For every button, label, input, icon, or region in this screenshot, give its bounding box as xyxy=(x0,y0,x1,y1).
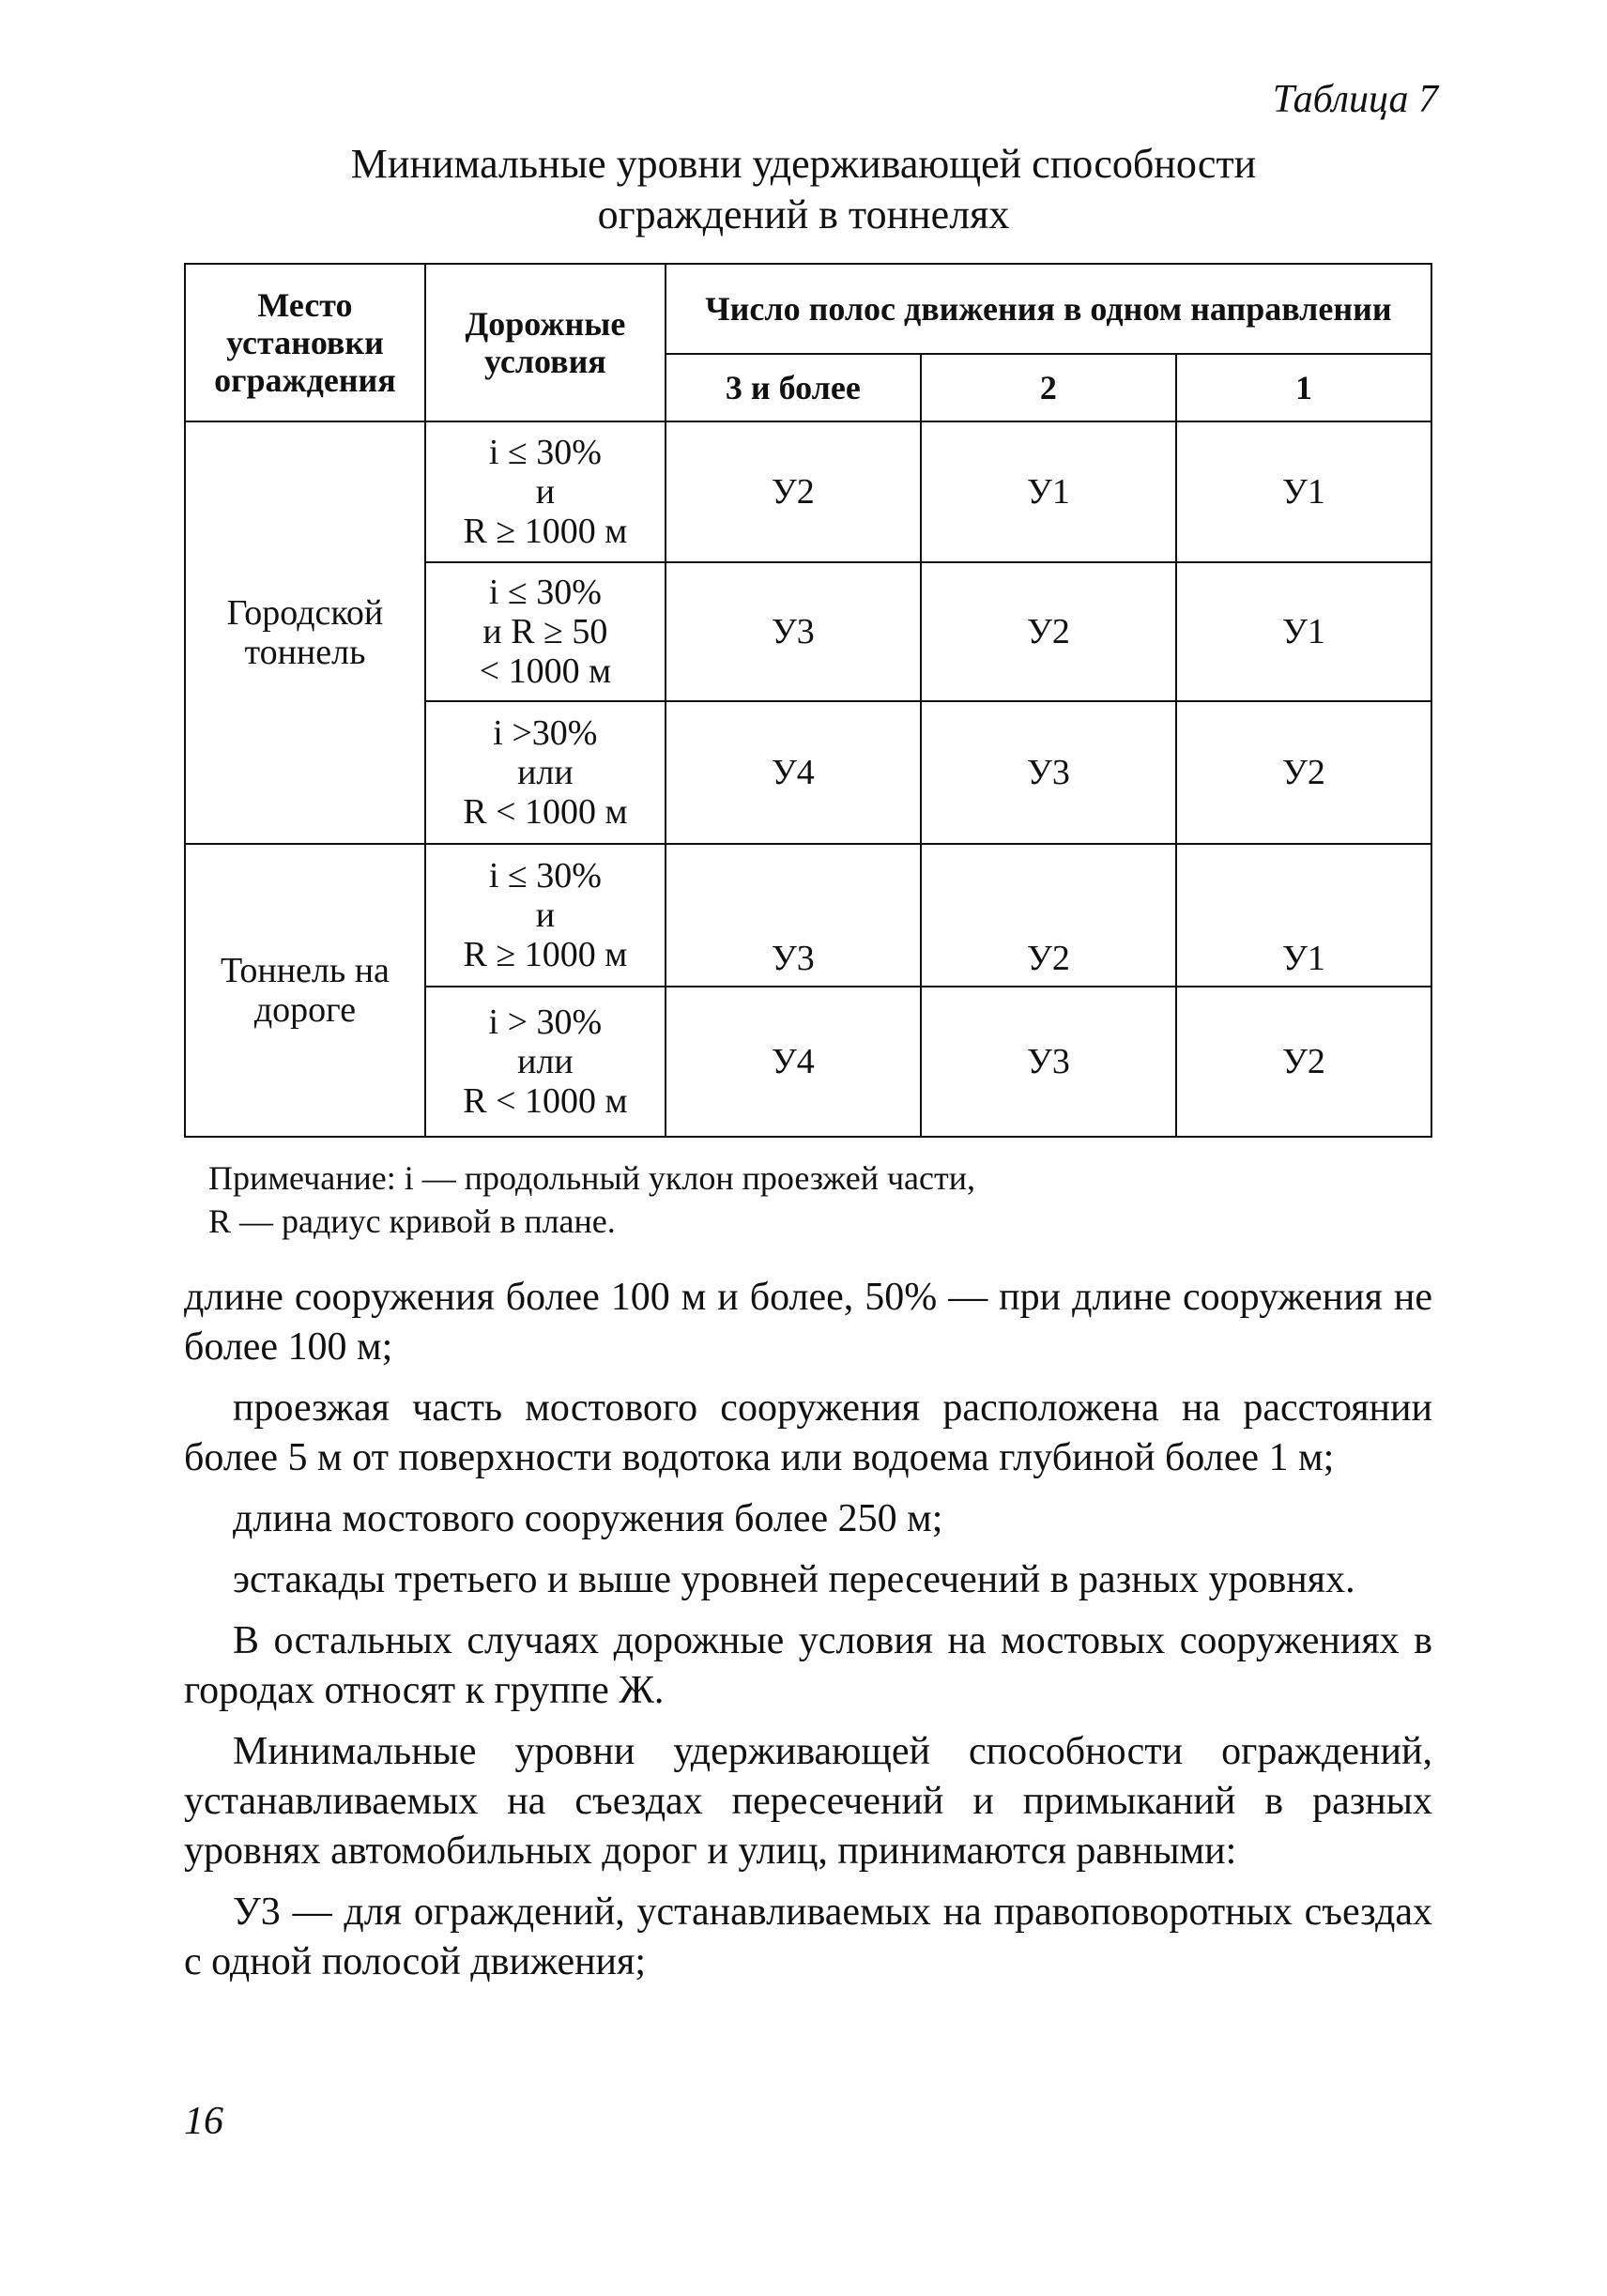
header-row-1 xyxy=(185,264,1431,354)
conditions-cell: i > 30% или R < 1000 м xyxy=(425,987,666,1137)
header-lanes-2: 2 xyxy=(921,354,1176,421)
paragraph: длина мостового сооружения более 250 м; xyxy=(233,1497,943,1540)
value-cell: У4 xyxy=(666,701,921,844)
table-row xyxy=(185,421,1431,562)
value-cell: У3 xyxy=(666,844,921,987)
table-label: Таблица 7 xyxy=(1272,78,1438,121)
header-lanes: Число полос движения в одном направлении xyxy=(666,264,1431,354)
paragraph: Минимальные уровни удерживающей способности ограждений, устанавливаемых на съездах пересечений и примыканий в разных уровнях автомобильных дорог и улиц, принимаются равными: xyxy=(184,1730,1432,1873)
paragraph: эстакады третьего и выше уровней пересечений в разных уровнях. xyxy=(233,1558,1355,1601)
paragraph: длине сооружения более 100 м и более, 50% — при длине сооружения не более 100 м; xyxy=(184,1276,1432,1369)
note-line-2: R — радиус кривой в плане. xyxy=(208,1202,616,1240)
value-cell: У2 xyxy=(921,844,1176,987)
paragraph: проезжая часть мостового сооружения расположена на расстоянии более 5 м от поверхности водотока или водоема глубиной более 1 м; xyxy=(184,1386,1432,1479)
table-note xyxy=(208,1156,975,1243)
value-cell: У3 xyxy=(921,701,1176,844)
value-cell: У2 xyxy=(666,421,921,562)
tunnel-barrier-table xyxy=(184,263,1432,1138)
value-cell: У2 xyxy=(1176,701,1431,844)
page-number: 16 xyxy=(184,2100,223,2143)
value-cell: У2 xyxy=(1176,987,1431,1137)
conditions-cell: i ≤ 30% и R ≥ 50 < 1000 м xyxy=(425,562,666,701)
value-cell: У3 xyxy=(666,562,921,701)
table-title-line-1: Минимальные уровни удерживающей способности xyxy=(350,141,1257,187)
place-cell-city-tunnel: Городской тоннель xyxy=(185,421,425,844)
value-cell: У1 xyxy=(921,421,1176,562)
value-cell: У3 xyxy=(921,987,1176,1137)
body-text xyxy=(184,1273,1432,1998)
table-title-line-2: ограждений в тоннелях xyxy=(597,191,1010,237)
conditions-cell: i >30% или R < 1000 м xyxy=(425,701,666,844)
value-cell: У1 xyxy=(1176,844,1431,987)
paragraph: В остальных случаях дорожные условия на мостовых сооружениях в городах относят к группе Ж. xyxy=(184,1619,1432,1712)
value-cell: У1 xyxy=(1176,562,1431,701)
value-cell: У4 xyxy=(666,987,921,1137)
header-conditions: Дорожные условия xyxy=(425,264,666,421)
header-place: Место установки ограждения xyxy=(185,264,425,421)
value-cell: У1 xyxy=(1176,421,1431,562)
header-lanes-1: 1 xyxy=(1176,354,1431,421)
value-cell: У2 xyxy=(921,562,1176,701)
table-title xyxy=(0,139,1607,240)
header-lanes-3plus: 3 и более xyxy=(666,354,921,421)
place-cell-road-tunnel: Тоннель на дороге xyxy=(185,844,425,1137)
paragraph: У3 — для ограждений, устанавливаемых на правоповоротных съездах с одной полосой движения; xyxy=(184,1890,1432,1983)
table-row xyxy=(185,844,1431,987)
conditions-cell: i ≤ 30% и R ≥ 1000 м xyxy=(425,844,666,987)
conditions-cell: i ≤ 30% и R ≥ 1000 м xyxy=(425,421,666,562)
note-line-1: Примечание: i — продольный уклон проезжей части, xyxy=(208,1159,976,1197)
